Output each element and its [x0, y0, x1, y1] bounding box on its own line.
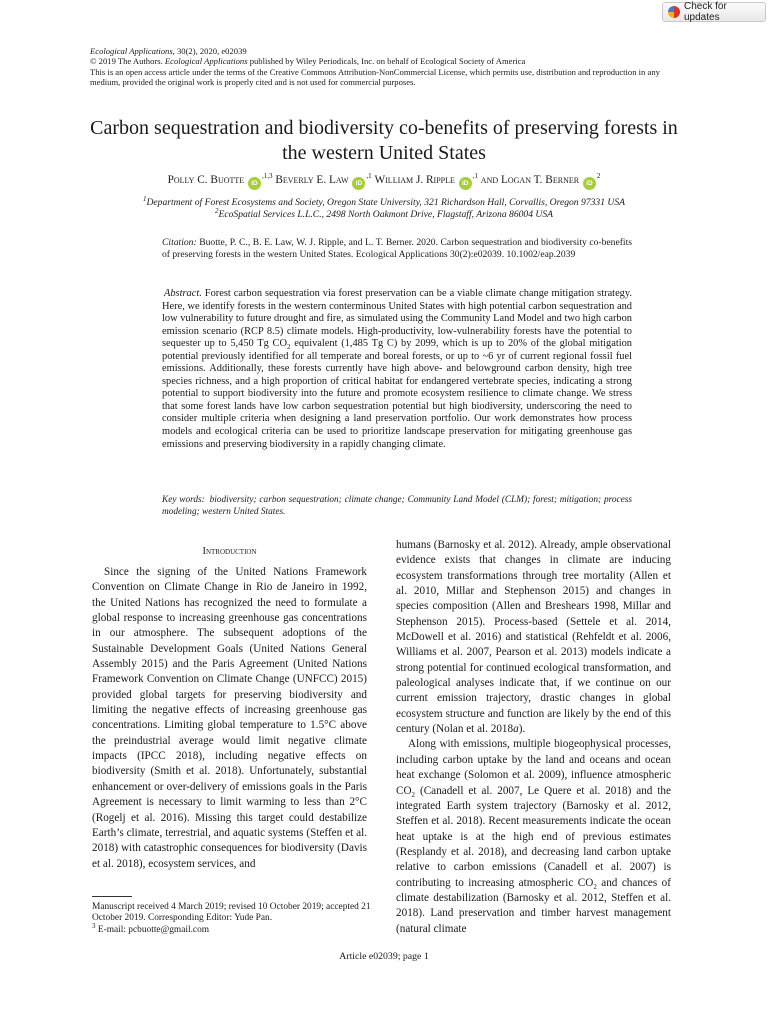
orcid-icon[interactable]: iD: [459, 177, 472, 190]
paragraph: Along with emissions, multiple biogeophysical processes, including carbon uptake by the land and oceans and ocean heat exchange (Solomon et al. 2009), influence atmospheric $CO_2$ (Canadell et al. 2007, Le Quere et al. 2018) and the integrated Earth system trajectory (Barnosky et al. 2012, Steffen et al. 2018). Recent measurements indicate the ocean heat uptake is at the high end of previous estimates (Resplandy et al. 2018), and decreasing land carbon uptake relative to carbon emissions (Canadell et al. 2007) is contributing to increasing atmospheric $CO_2$ and chances of climate destabilization (Barnosky et al. 2012, Steffen et al. 2018). Land preservation and timber harvest management (natural climate: [396, 738, 671, 935]
article-title: Carbon sequestration and biodiversity co-benefits of preserving forests in the western United States: [90, 117, 678, 164]
citation-label: Citation:: [162, 237, 197, 248]
citation-text[interactable]: Buotte, P. C., B. E. Law, W. J. Ripple, and L. T. Berner. 2020. Carbon sequestration and biodiversity co-benefits of preserving forests in the western United States. Ecological Applications 30(2):e02039. 10.1002/eap.2039: [162, 237, 632, 261]
orcid-icon[interactable]: iD: [583, 177, 596, 190]
abstract-label: Abstract.: [164, 288, 202, 299]
journal-citation-line: Ecological Applications, 30(2), 2020, e02039: [90, 46, 247, 56]
footnote-divider: [92, 896, 132, 897]
keywords-label: Key words:: [162, 495, 205, 505]
affiliation-2: $^2$EcoSpatial Services L.L.C., 2498 North Oakmont Drive, Flagstaff, Arizona 86004 USA: [214, 207, 554, 221]
section-heading-introduction: Introduction: [202, 546, 257, 557]
author-list: Polly C. Buotte $iD^{,1,3}$ Beverly E. Law $iD^{,1}$ William J. Ripple $iD^{,1}$ and Logan T. Berner $iD^2$: [84, 174, 684, 190]
author-name: Polly C. Buotte: [167, 174, 245, 186]
author-and: and: [480, 174, 499, 186]
license-text: This is an open access article under the terms of the Creative Commons Attribution-NonCommercial License, which permits use, distribution and reproduction in any medium, provided the original work is properly cited and is not used for commercial purposes.: [90, 66, 660, 88]
author-name: Logan T. Berner: [500, 174, 580, 186]
manuscript-dates: Manuscript received 4 March 2019; revised 10 October 2019; accepted 21 October 2019. Corresponding Editor: Yude Pan.: [92, 902, 371, 924]
orcid-icon[interactable]: iD: [352, 177, 365, 190]
affiliation-1: $^1$Department of Forest Ecosystems and Society, Oregon State University, 321 Richardson Hall, Corvallis, Oregon 97331 USA: [143, 194, 625, 208]
abstract: Abstract. Forest carbon sequestration via forest preservation can be a viable climate change mitigation strategy. Here, we identify forests in the western conterminous United States with high potential carbon sequestration and low vulnerability to future drought and fire, as simulated using the Community Land Model and two high carbon emission scenario (RCP 8.5) climate models. High-productivity, low-vulnerability forests have the potential to sequester up to 5,450 Tg $CO_2$ equivalent (1,485 Tg C) by 2099, which is up to 20% of the global mitigation potential previously identified for all temperate and boreal forests, or up to ~6 yr of current regional fossil fuel emissions. Additionally, these forests currently have high above- and belowground carbon density, high tree species richness, and a high proportion of critical habitat for endangered vertebrate species, indicating a strong potential to support biodiversity into the future and promote ecosystem resilience to climate change. We stress that some forest lands have low carbon sequestration potential but high biodiversity, underscoring the need to consider multiple criteria when designing a land preservation portfolio. Our work demonstrates how process models and ecological criteria can be used to prioritize landscape preservation for mitigating greenhouse gas emissions and preserving biodiversity in a rapidly changing climate.: [162, 288, 632, 450]
paragraph: humans (Barnosky et al. 2012). Already, ample observational evidence exists that changes in climate are inducing ecosystem transformations through tree mortality (Allen et al. 2010, Millar and Stephenson 2015) and changes in species composition (Allen and Breshears 1998, Millar and Stephenson 2015). Process-based (Settele et al. 2014, McDowell et al. 2016) and statistical (Rehfeldt et al. 2006, Williams et al. 2007, Pearson et al. 2013) models indicate a strong potential for continued ecological transformation, and paleological analyses indicate that, if we continue on our current emission trajectory, drastic changes in global ecosystem structure and function are likely by the end of this century (Nolan et al. 2018a).: [396, 539, 671, 736]
orcid-icon[interactable]: iD: [248, 177, 261, 190]
page-footer: Article e02039; page 1: [339, 951, 429, 962]
author-email: $^3$ E-mail: pcbuotte@gmail.com: [92, 921, 210, 935]
keywords: Key words: biodiversity; carbon sequestration; climate change; Community Land Model (CLM); forest; mitigation; process modeling; western United States.: [162, 495, 632, 517]
affiliations: [84, 194, 684, 222]
body-column-left: [92, 538, 367, 872]
check-for-updates-button[interactable]: [662, 2, 766, 22]
body-column-right: [396, 538, 671, 937]
copyright-line: © 2019 The Authors. Ecological Applications published by Wiley Periodicals, Inc. on behalf of Ecological Society of America: [90, 56, 526, 67]
author-name: William J. Ripple: [374, 174, 455, 186]
author-name: Beverly E. Law: [275, 174, 349, 186]
journal-header: [90, 46, 690, 88]
paragraph: Since the signing of the United Nations Framework Convention on Climate Change in Rio de Janeiro in 1992, the United Nations has recognized the need to formulate a global response to increasing greenhouse gas concentrations in our atmosphere. The subsequent adoptions of the Sustainable Development Goals (United Nations General Assembly 2015) and the Paris Agreement (United Nations Framework Convention on Climate Change (UNFCC) 2015) provided global targets for preserving biodiversity and limiting the negative effects of increasing greenhouse gas concentrations. Limiting global temperature to 1.5°C above the preindustrial average would limit negative climate impacts (IPCC 2018), including negative effects on biodiversity (Smith et al. 2018). Unfortunately, substantial enhancement or over-delivery of emissions goals in the Paris Agreement is necessary to limit warming to less than 2°C (Rogelj et al. 2016). Missing this target could destabilize Earth’s climate, terrestrial, and aquatic systems (Steffen et al. 2018) with catastrophic consequences for biodiversity (Davis et al. 2018), ecosystem services, and: [92, 566, 367, 870]
footnote: [92, 902, 382, 936]
crossmark-icon: [668, 6, 680, 18]
citation-block: [162, 237, 632, 262]
check-for-updates-label: Check for updates: [684, 1, 727, 23]
